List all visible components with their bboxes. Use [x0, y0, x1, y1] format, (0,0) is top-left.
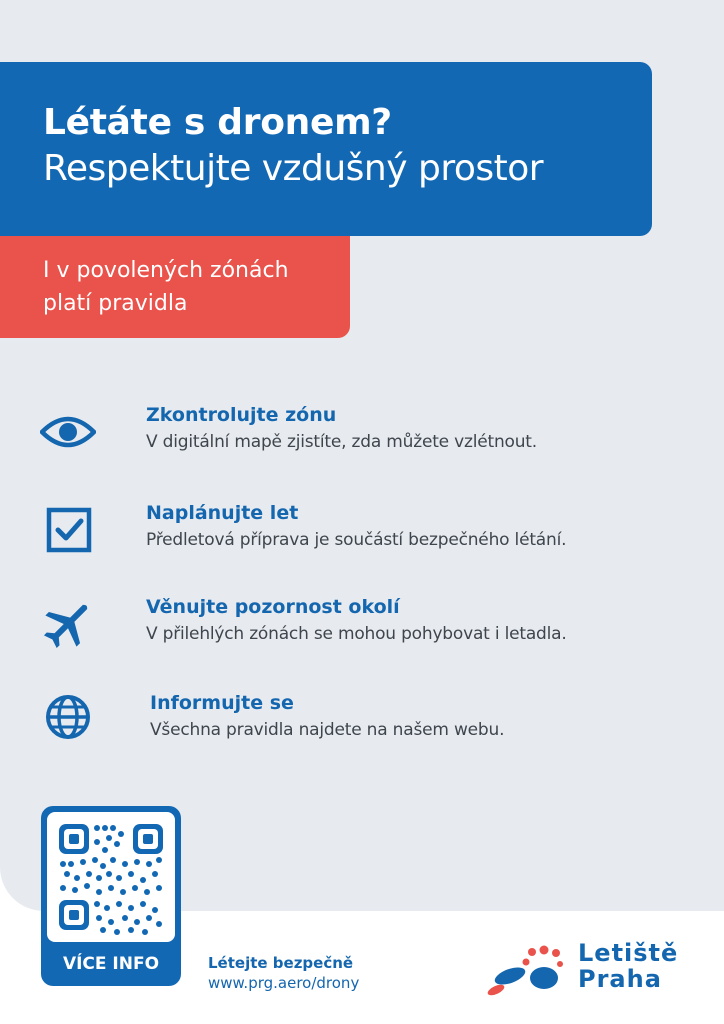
step-description: V přilehlých zónách se mohou pohybovat i letadla.	[146, 624, 567, 644]
logo-mark-icon	[486, 940, 572, 1000]
footer-tagline: Létejte bezpečně	[208, 954, 354, 972]
step-watch-surroundings	[0, 596, 724, 676]
qr-card[interactable]	[41, 806, 181, 986]
notice-line-1: I v povolených zónách	[43, 258, 289, 283]
notice-banner	[0, 236, 350, 338]
logo-line-2: Praha	[578, 965, 662, 993]
logo-text	[578, 940, 678, 992]
subheadline: Respektujte vzdušný prostor	[43, 148, 544, 189]
qr-code-image	[47, 812, 175, 942]
more-info-label[interactable]: VÍCE INFO	[62, 954, 160, 974]
footer-url-link[interactable]: www.prg.aero/drony	[208, 974, 360, 992]
step-check-zone	[0, 404, 724, 484]
step-plan-flight	[0, 502, 724, 582]
notice-line-2: platí pravidla	[43, 291, 188, 316]
step-get-informed	[0, 692, 724, 772]
checkbox-icon	[40, 502, 96, 558]
airplane-icon	[40, 596, 96, 652]
step-description: Všechna pravidla najdete na našem webu.	[150, 720, 505, 740]
step-title: Naplánujte let	[146, 502, 299, 524]
headline: Létáte s dronem?	[43, 102, 392, 143]
step-description: V digitální mapě zjistíte, zda můžete vzlétnout.	[146, 432, 537, 452]
airport-logo	[486, 940, 696, 1000]
qr-code[interactable]	[47, 812, 175, 942]
eye-icon	[40, 404, 96, 460]
logo-line-1: Letiště	[578, 939, 679, 967]
step-title: Věnujte pozornost okolí	[146, 596, 400, 618]
globe-icon	[40, 692, 96, 748]
step-title: Informujte se	[150, 692, 294, 714]
header-banner	[0, 62, 652, 236]
step-title: Zkontrolujte zónu	[146, 404, 337, 426]
step-description: Předletová příprava je součástí bezpečného létání.	[146, 530, 567, 550]
